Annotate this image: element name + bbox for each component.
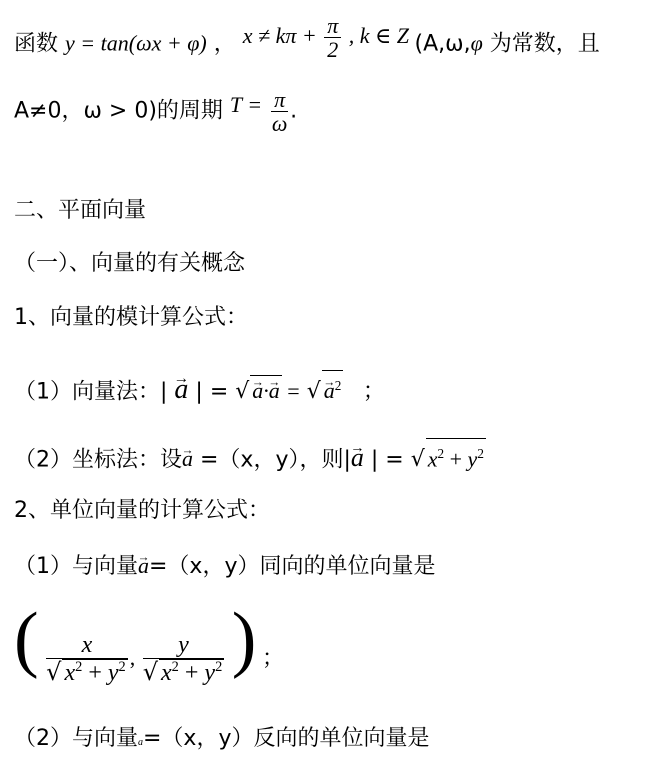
condition-lhs: x ≠ kπ + bbox=[242, 22, 317, 48]
x-var: x bbox=[427, 446, 438, 472]
equals: | = bbox=[195, 379, 229, 405]
frac-num: x bbox=[46, 633, 128, 659]
frac-den: √ $x^2 + y^2$ bbox=[46, 658, 126, 687]
exponent: 2 bbox=[477, 446, 484, 461]
left-paren: ( bbox=[14, 598, 39, 680]
vector-a-small: a bbox=[138, 737, 143, 748]
coordinate-method-line bbox=[14, 438, 486, 475]
frac-den: √ $x^2 + y^2$ bbox=[142, 658, 223, 687]
phi-symbol: φ bbox=[470, 30, 483, 56]
comma: , bbox=[129, 645, 136, 670]
constants-open: (A,ω, bbox=[414, 31, 471, 57]
same-direction-text: =（x，y）同向的单位向量是 bbox=[149, 554, 436, 579]
same-direction-label: （1）与向量 bbox=[14, 554, 138, 579]
pi-over-omega bbox=[271, 88, 288, 135]
period-dot: . bbox=[290, 98, 298, 124]
unit-vector-formula bbox=[14, 598, 284, 700]
comma: ， bbox=[213, 31, 236, 57]
condition-rhs: , k ∈ Z bbox=[348, 22, 410, 48]
semicolon: ； bbox=[362, 379, 385, 405]
constants-text: 为常数，且 bbox=[489, 31, 600, 57]
exponent: 2 bbox=[437, 446, 445, 461]
vector-a: → a bbox=[351, 443, 364, 473]
vector-a: → a bbox=[182, 444, 193, 474]
x-component bbox=[46, 633, 128, 686]
text-function: 函数 bbox=[14, 31, 59, 57]
equals: | = bbox=[370, 447, 404, 473]
period-formula-line-2 bbox=[14, 88, 297, 135]
period-formula-line-1 bbox=[14, 13, 600, 69]
vector-a: → a bbox=[138, 551, 149, 581]
coordinate-method-label: （2）坐标法：设 bbox=[14, 447, 182, 473]
opposite-direction-line bbox=[14, 724, 429, 758]
semicolon: ； bbox=[261, 645, 284, 670]
period-text: A≠0，ω > 0)的周期 bbox=[14, 98, 223, 124]
tan-formula: y = tan(ωx + φ) bbox=[65, 30, 207, 56]
plus: + bbox=[444, 446, 468, 472]
frac-den: 2 bbox=[327, 37, 339, 63]
frac-den: ω bbox=[271, 111, 288, 137]
modulus-heading: 1、向量的模计算公式： bbox=[14, 305, 248, 330]
y-var: y bbox=[467, 446, 478, 472]
pi-over-two bbox=[324, 14, 341, 61]
right-paren: ) bbox=[231, 598, 257, 680]
opposite-direction-text: =（x，y）反向的单位向量是 bbox=[143, 726, 430, 751]
frac-num: y bbox=[143, 633, 225, 659]
vector-a: → a bbox=[174, 375, 188, 405]
domain-condition bbox=[242, 13, 415, 63]
sqrt-a-squared: √→ $a^2$ bbox=[307, 378, 349, 403]
section-heading: 二、平面向量 bbox=[14, 198, 147, 223]
frac-num: π bbox=[324, 14, 341, 38]
vector-method-line: （1）向量法：| → a | = √→ a·→ a = √→ $a^2$ ； bbox=[14, 370, 385, 407]
same-direction-line bbox=[14, 551, 435, 582]
subsection-heading: （一）、向量的有关概念 bbox=[14, 251, 246, 276]
T-equals: T = bbox=[229, 91, 263, 117]
sqrt-a-dot-a: √→ a·→ a bbox=[235, 378, 287, 403]
frac-num: π bbox=[271, 88, 288, 112]
y-component bbox=[143, 633, 225, 686]
opposite-direction-label: （2）与向量 bbox=[14, 726, 138, 751]
sqrt-x2-y2: √ $x^2 + y^2$ bbox=[411, 446, 486, 471]
unit-vector-heading: 2、单位向量的计算公式： bbox=[14, 498, 270, 523]
coordinate-text: =（x，y），则| bbox=[200, 447, 351, 473]
vector-method-label: （1）向量法：| bbox=[14, 379, 168, 405]
